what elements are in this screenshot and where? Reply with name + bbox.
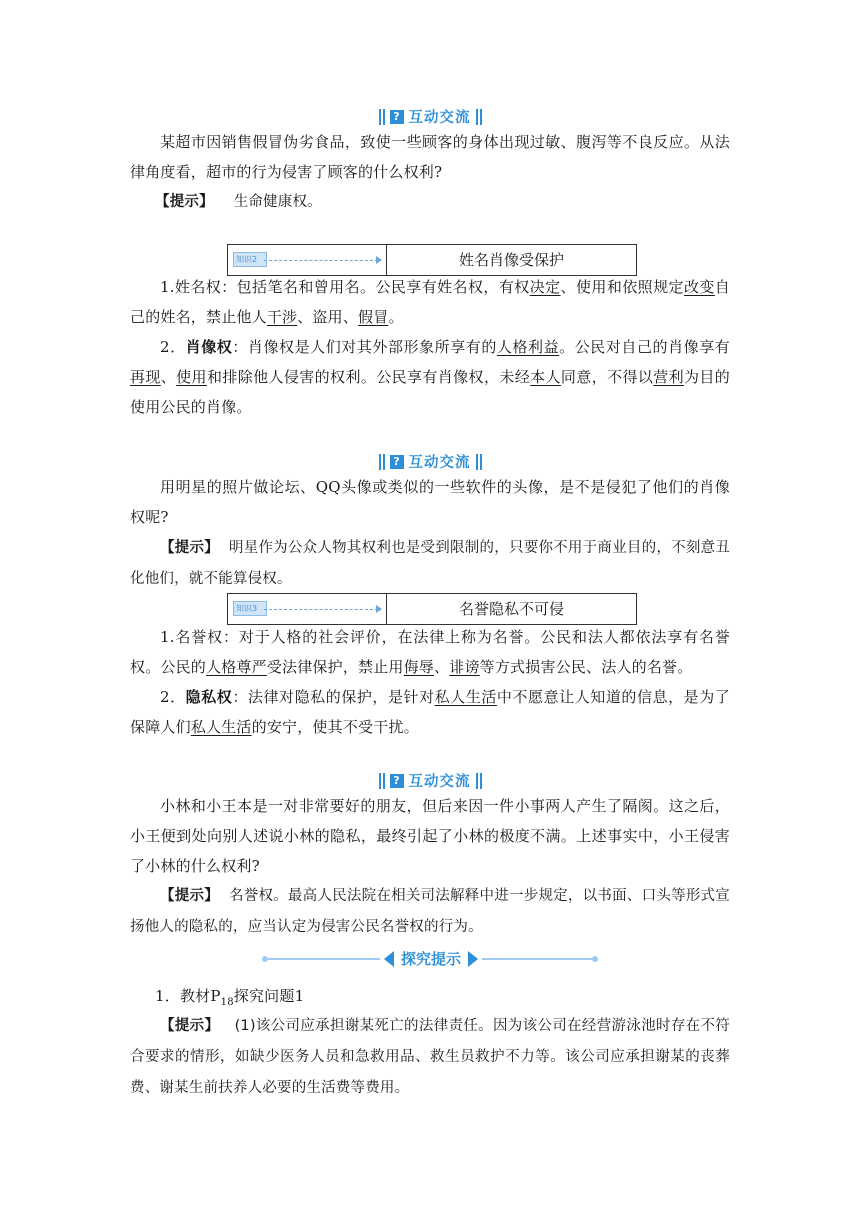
question-icon: ? [390, 110, 404, 124]
interact-title: 互动交流 [408, 455, 471, 471]
interact2-tip: 【提示】 明星作为公众人物其权利也是受到限制的，只要你不用于商业目的，不刻意丑化他们，就不能算侵权。 [130, 540, 730, 587]
portrait-right-paragraph: 2．肖像权：肖像权是人们对其外部形象所享有的人格利益。公民对自己的肖像享有再现、使用和排除他人侵害的权利。公民享有肖像权，未经本人同意，不得以营利为目的使用公民的肖像。 [130, 338, 731, 416]
arrow-icon [376, 605, 382, 613]
interact-title: 互动交流 [408, 774, 471, 790]
interact3-question: 小林和小王本是一对非常要好的朋友，但后来因一件小事两人产生了隔阂。这之后，小王便到处向别人述说小林的隐私，最终引起了小林的极度不满。上述事实中，小王侵害了小林的什么权利? [130, 797, 730, 875]
interact-title: 互动交流 [408, 110, 471, 126]
interact1-tip [155, 186, 730, 217]
interact-header-2 [0, 451, 860, 471]
knowledge-box-3 [227, 593, 637, 625]
interact1-question: 某超市因销售假冒伪劣食品，致使一些顾客的身体出现过敏、腹泻等不良反应。从法律角度看，超市的行为侵害了顾客的什么权利? [130, 133, 730, 181]
triangle-left-icon [384, 951, 394, 967]
explore-banner [262, 949, 598, 969]
explore-item-1: 1．教材$P_{18}$探究问题1 [155, 987, 305, 1008]
arrow-icon [376, 256, 382, 264]
interact-header-1 [0, 106, 860, 126]
interact3-tip: 【提示】 名誉权。最高人民法院在相关司法解释中进一步规定，以书面、口头等形式宣扬他人的隐私的，应当认定为侵害公民名誉权的行为。 [130, 888, 730, 935]
triangle-right-icon [468, 951, 478, 967]
question-icon: ? [390, 774, 404, 788]
tip-label: 【提示】 [155, 194, 214, 210]
knowledge-tag: 知识2 [233, 252, 267, 267]
name-right-paragraph: 1.姓名权：包括笔名和曾用名。公民享有姓名权，有权决定、使用和依照规定改变自己的姓名，禁止他人干涉、盗用、假冒。 [130, 278, 730, 326]
explore-tip: 【提示】 (1)该公司应承担谢某死亡的法律责任。因为该公司在经营游泳池时存在不符合要求的情形，如缺少医务人员和急救用品、救生员救护不力等。该公司应承担谢某的丧葬费、谢某生前扶养人必要的生活费等费用。 [130, 1018, 730, 1096]
knowledge-title: 名誉隐私不可侵 [458, 600, 564, 618]
explore-title: 探究提示 [400, 950, 461, 968]
tip-text: 生命健康权。 [233, 194, 322, 210]
question-icon: ? [390, 455, 404, 469]
privacy-right-paragraph: 2．隐私权：法律对隐私的保护，是针对私人生活中不愿意让人知道的信息，是为了保障人们私人生活的安宁，使其不受干扰。 [130, 688, 730, 736]
reputation-right-paragraph: 1.名誉权：对于人格的社会评价，在法律上称为名誉。公民和法人都依法享有名誉权。公民的人格尊严受法律保护，禁止用侮辱、诽谤等方式损害公民、法人的名誉。 [130, 628, 730, 676]
interact-header-3 [0, 770, 860, 790]
knowledge-title: 姓名肖像受保护 [458, 251, 564, 269]
knowledge-tag: 知识3 [233, 601, 267, 616]
interact2-question: 用明星的照片做论坛、QQ头像或类似的一些软件的头像，是不是侵犯了他们的肖像权呢? [130, 478, 730, 526]
